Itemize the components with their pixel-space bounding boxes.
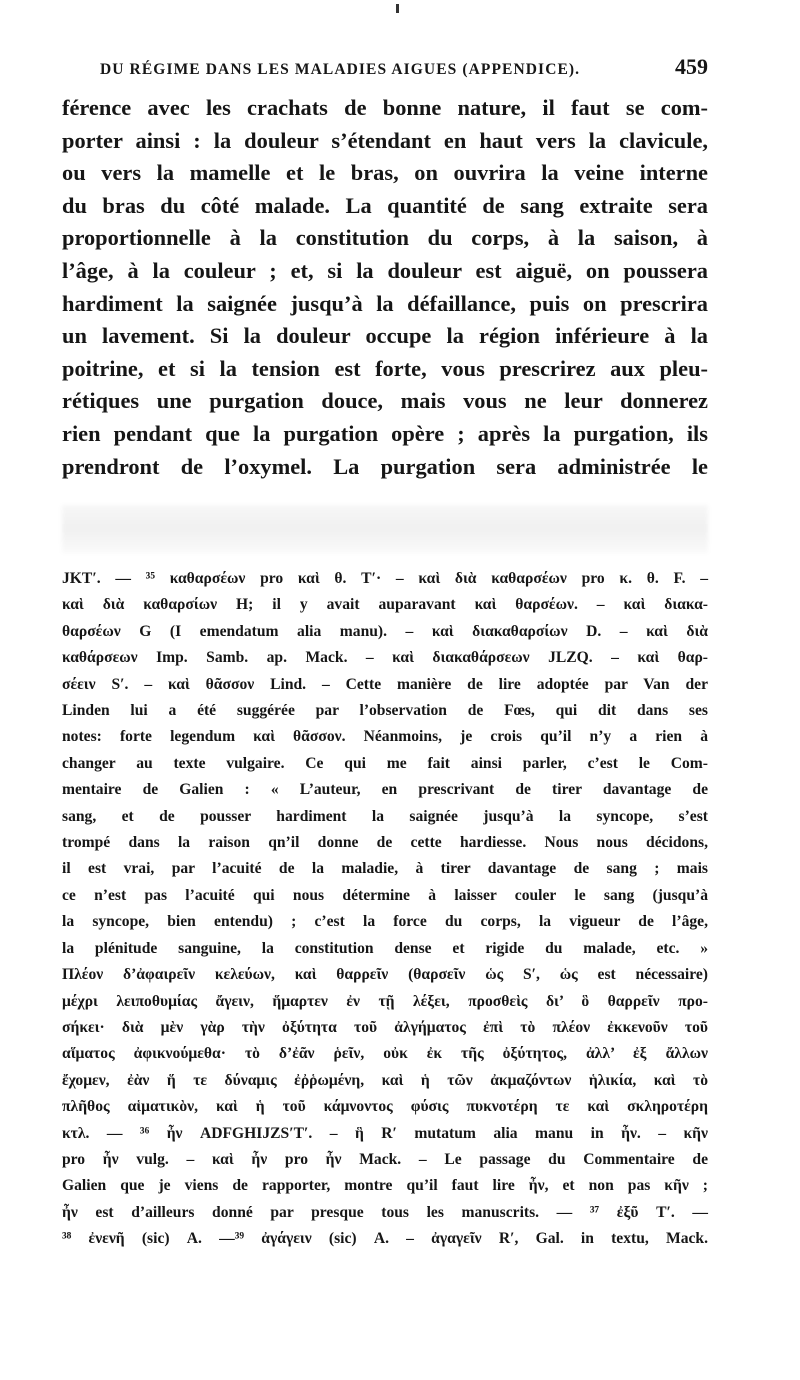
- text-line: rien pendant que la purgation opère ; après la purgation, ils: [62, 420, 708, 446]
- footnote-line: καθάρσεων Imp. Samb. ap. Mack. – καὶ διακαθάρσεων JLZQ. – καὶ θαρ-: [62, 649, 708, 667]
- footnote-line: pro ἦν vulg. – καὶ ἦν pro ἦν Mack. – Le passage du Commentaire de: [62, 1150, 708, 1168]
- page-number: 459: [675, 54, 708, 79]
- text-line: proportionnelle à la constitution du corps, à la saison, à: [62, 225, 708, 251]
- running-title: DU RÉGIME DANS LES MALADIES AIGUES (APPENDICE).: [100, 61, 581, 78]
- footnote-line: ἔχομεν, ἐὰν ἥ τε δύναμις ἐῤῥωμένη, καὶ ἡ τῶν ἀκμαζόντων ἡλικία, καὶ τὸ: [62, 1071, 708, 1089]
- footnote-line: sang, et de pousser hardiment la saignée jusqu’à la syncope, s’est: [62, 807, 708, 825]
- footnote-line: ce n’est pas l’acuité qui nous détermine à laisser couler le sang (jusqu’à: [62, 886, 708, 904]
- footnote-line: la plénitude sanguine, la constitution dense et rigide du malade, etc. »: [62, 939, 708, 957]
- footnote-line: μέχρι λειποθυμίας ἄγειν, ἥμαρτεν ἐν τῇ λέξει, προσθεὶς δι’ ὃ θαρρεῖν προ-: [62, 992, 708, 1010]
- show-through: [62, 505, 708, 553]
- footnotes: [62, 566, 708, 1253]
- footnote-line: ἦν est d’ailleurs donné par presque tous les manuscrits. — ³⁷ ἐξῦ T′. —: [62, 1203, 708, 1221]
- footnote-line: καὶ διὰ καθαρσίων H; il y avait auparavant καὶ θαρσέων. – καὶ διακα-: [62, 596, 708, 614]
- text-line: prendront de l’oxymel. La purgation sera administrée le: [62, 453, 708, 479]
- footnote-line: Linden lui a été suggérée par l’observation de Fœs, qui dit dans ses: [62, 702, 708, 720]
- footnote-line: πλῆθος αἱματικὸν, καὶ ἡ τοῦ κάμνοντος φύσις πυκνοτέρη τε καὶ σκληροτέρη: [62, 1098, 708, 1116]
- text-line: hardiment la saignée jusqu’à la défaillance, puis on prescrira: [62, 290, 708, 316]
- footnote-line: la syncope, bien entendu) ; c’est la force du corps, la vigueur de l’âge,: [62, 913, 708, 931]
- footnote-line: σήκει· διὰ μὲν γὰρ τὴν ὀξύτητα τοῦ ἀλγήματος ἐπὶ τὸ πλέον ἐκκενοῦν τοῦ: [62, 1018, 708, 1036]
- running-head: [100, 54, 708, 80]
- footnote-line: Galien que je viens de rapporter, montre qu’il faut lire ἦν, et non pas κῆν ;: [62, 1177, 708, 1195]
- footnote-line: mentaire de Galien : « L’auteur, en prescrivant de tirer davantage de: [62, 781, 708, 799]
- footnote-line: ³⁸ ἐνενῆ (sic) A. —³⁹ ἀγάγειν (sic) A. – ἀγαγεῖν R′, Gal. in textu, Mack.: [62, 1230, 708, 1248]
- text-line: porter ainsi : la douleur s’étendant en haut vers la clavicule,: [62, 127, 708, 153]
- text-line: rétiques une purgation douce, mais vous ne leur donnerez: [62, 388, 708, 414]
- footnote-line: θαρσέων G (I emendatum alia manu). – καὶ διακαθαρσίων D. – καὶ διὰ: [62, 622, 708, 640]
- footnote-line: κτλ. — ³⁶ ἦν ADFGHIJZS′T′. – ἣ R′ mutatum alia manu in ἦν. – κῆν: [62, 1124, 708, 1142]
- printer-mark: [396, 4, 399, 13]
- footnote-line: changer au texte vulgaire. Ce qui me fait ainsi parler, c’est le Com-: [62, 754, 708, 772]
- footnote-line: il est vrai, par l’acuité de la maladie, à tirer davantage de sang ; mais: [62, 860, 708, 878]
- text-line: l’âge, à la couleur ; et, si la douleur est aiguë, on poussera: [62, 257, 708, 283]
- footnote-line: trompé dans la raison qn’il donne de cette hardiesse. Nous nous décidons,: [62, 834, 708, 852]
- text-line: poitrine, et si la tension est forte, vous prescrirez aux pleu-: [62, 355, 708, 381]
- footnote-line: σέειν S′. – καὶ θᾶσσον Lind. – Cette manière de lire adoptée par Van der: [62, 675, 708, 693]
- footnote-line: notes: forte legendum καὶ θᾶσσον. Néanmoins, je crois qu’il n’y a rien à: [62, 728, 708, 746]
- footnote-line: Πλέον δ’ἀφαιρεῖν κελεύων, καὶ θαρρεῖν (θαρσεῖν ὡς S′, ὡς est nécessaire): [62, 966, 708, 984]
- text-line: un lavement. Si la douleur occupe la région inférieure à la: [62, 323, 708, 349]
- footnote-line: JKT′. — ³⁵ καθαρσέων pro καὶ θ. T′· – καὶ διὰ καθαρσέων pro κ. θ. F. –: [62, 570, 708, 587]
- main-text: [62, 92, 708, 483]
- text-line: férence avec les crachats de bonne nature, il faut se com-: [62, 95, 708, 120]
- text-line: du bras du côté malade. La quantité de sang extraite sera: [62, 192, 708, 218]
- footnote-line: αἵματος ἀφικνούμεθα· τὸ δ’ἐᾶν ῥεῖν, οὐκ ἐκ τῆς ὀξύτητος, ἀλλ’ ἐξ ἄλλων: [62, 1045, 708, 1063]
- text-line: ou vers la mamelle et le bras, on ouvrira la veine interne: [62, 160, 708, 186]
